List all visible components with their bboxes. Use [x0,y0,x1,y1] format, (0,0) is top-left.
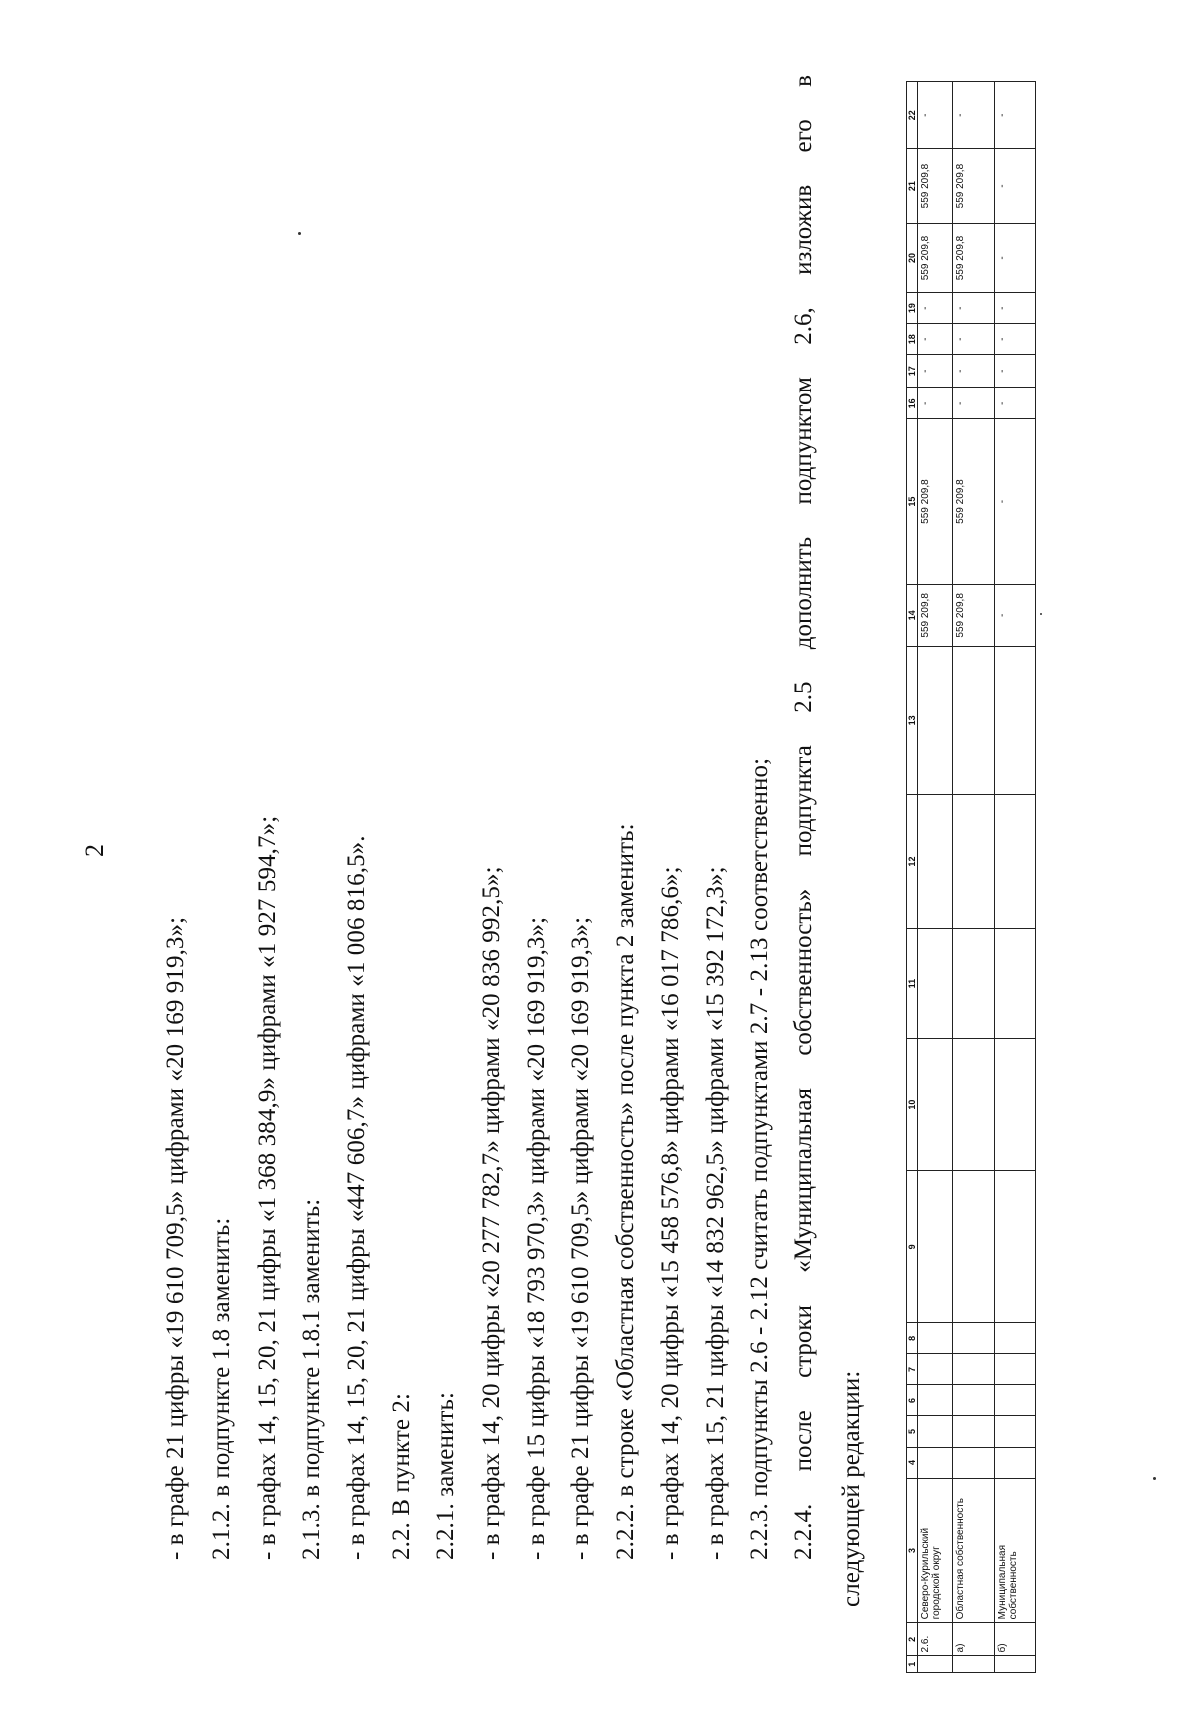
word: дополнить [790,536,817,650]
word: после [790,1410,817,1472]
table-cell [918,929,953,1039]
table-cell: - [995,223,1036,292]
text-line: - в графе 21 цифры «19 610 709,5» цифрами «20 169 919,3»; [567,916,594,1560]
table-cell [918,1447,953,1478]
table-cell: 559 209,8 [918,149,953,223]
column-number: 3 [907,1478,918,1623]
word: 2.2.4. [790,1503,817,1560]
table-cell [953,929,995,1039]
table-cell [918,1171,953,1323]
text-line: 2.1.3. в подпункте 1.8.1 заменить: [298,1198,325,1560]
table-cell [953,646,995,794]
table-cell [953,794,995,928]
table-cell [995,646,1036,794]
table-cell: - [995,584,1036,646]
word: его [790,119,817,153]
word: «Муниципальная [790,1088,817,1273]
column-number: 16 [907,388,918,419]
table-cell: б) [995,1623,1036,1656]
column-number: 10 [907,1038,918,1170]
text-line: 2.1.2. в подпункте 1.8 заменить: [208,1217,235,1560]
table-cell [995,1323,1036,1354]
table-cell: 559 209,8 [953,149,995,223]
column-number: 15 [907,419,918,585]
table-cell [995,794,1036,928]
word: 2.5 [790,681,817,713]
column-number: 2 [907,1623,918,1656]
table-cell [953,1323,995,1354]
table-cell: - [995,355,1036,388]
column-number: 18 [907,324,918,355]
table-cell: 2.6. [918,1623,953,1656]
column-number: 6 [907,1385,918,1416]
table-cell: Муниципальная собственность [995,1478,1036,1623]
table-cell [995,1385,1036,1416]
table-cell [953,1447,995,1478]
table-cell [918,646,953,794]
column-number: 14 [907,584,918,646]
table-cell [918,1416,953,1447]
text-line: 2.2.3. подпункты 2.6 - 2.12 считать подпунктами 2.7 - 2.13 соответственно; [746,757,773,1560]
table-cell: - [953,355,995,388]
table-cell [995,1038,1036,1170]
paragraph-2-2-4-line2: следующей редакции: [838,1370,865,1607]
text-line: - в графах 15, 21 цифры «14 832 962,5» цифрами «15 392 172,3»; [702,866,729,1560]
text-line: - в графах 14, 15, 20, 21 цифры «1 368 384,9» цифрами «1 927 594,7»; [254,815,281,1560]
text-line: 2.2.2. в строке «Областная собственность» после пункта 2 заменить: [612,823,639,1560]
table-cell: а) [953,1623,995,1656]
column-number: 8 [907,1323,918,1354]
table-cell: 559 209,8 [953,419,995,585]
table-cell: 559 209,8 [953,223,995,292]
table-cell: - [995,324,1036,355]
scan-speck [298,232,301,235]
table-cell: - [918,293,953,324]
page-number: 2 [80,844,109,857]
column-number: 20 [907,223,918,292]
column-number: 5 [907,1416,918,1447]
word: подпунктом [790,377,817,505]
word: изложив [790,184,817,275]
word: в [790,75,817,87]
column-number: 11 [907,929,918,1039]
column-number: 1 [907,1656,918,1673]
column-number: 7 [907,1354,918,1385]
table-cell: 559 209,8 [918,584,953,646]
table-cell: Областная собственность [953,1478,995,1623]
table-cell: - [918,324,953,355]
column-number: 4 [907,1447,918,1478]
table-cell [953,1354,995,1385]
table-cell: 559 209,8 [953,584,995,646]
word: 2.6, [790,307,817,345]
table-cell: 559 209,8 [918,419,953,585]
table-cell [995,1656,1036,1673]
text-line: - в графах 14, 20 цифры «20 277 782,7» цифрами «20 836 992,5»; [478,866,505,1560]
table-cell [918,1385,953,1416]
word: подпункта [790,745,817,857]
paragraph-2-2-4-line1 [790,75,818,1560]
table-cell [918,1354,953,1385]
word: собственность» [790,888,817,1056]
table-cell: - [953,293,995,324]
table-cell: - [995,293,1036,324]
text-line: - в графах 14, 15, 20, 21 цифры «447 606,7» цифрами «1 006 816,5». [343,835,370,1560]
table-cell [953,1656,995,1673]
text-line: 2.2. В пункте 2: [388,1392,415,1560]
table-cell [953,1385,995,1416]
scan-speck [1153,1477,1156,1480]
scan-speck [1040,613,1042,615]
table-cell [995,1416,1036,1447]
word: строки [790,1305,817,1378]
text-line: - в графе 15 цифры «18 793 970,3» цифрами «20 169 919,3»; [523,916,550,1560]
column-number: 17 [907,355,918,388]
table-cell [995,929,1036,1039]
column-number: 12 [907,794,918,928]
table-cell [918,794,953,928]
table-row [995,82,1036,1673]
column-number: 13 [907,646,918,794]
table-cell: - [918,355,953,388]
table-cell [918,1323,953,1354]
table-cell [995,1354,1036,1385]
table-cell: - [918,388,953,419]
column-number: 21 [907,149,918,223]
table-row [918,82,953,1673]
table-cell: - [953,82,995,149]
table-cell [995,1447,1036,1478]
table-cell [953,1416,995,1447]
table-cell [953,1171,995,1323]
amendment-table [906,81,1036,1673]
table-cell: - [918,82,953,149]
table-cell: - [995,82,1036,149]
column-number: 19 [907,293,918,324]
table-cell [995,1171,1036,1323]
table-cell: 559 209,8 [918,223,953,292]
text-line: - в графе 21 цифры «19 610 709,5» цифрами «20 169 919,3»; [162,916,189,1560]
table-cell: Северо-Курильский городской округ [918,1478,953,1623]
table-cell [918,1656,953,1673]
table-body [907,82,1036,1673]
table-cell: - [953,388,995,419]
text-line: 2.2.1. заменить: [432,1391,459,1560]
table-header-row [907,82,918,1673]
table-cell [953,1038,995,1170]
column-number: 9 [907,1171,918,1323]
column-number: 22 [907,82,918,149]
table-cell: - [995,419,1036,585]
table-cell: - [995,388,1036,419]
table-cell [918,1038,953,1170]
text-line: - в графах 14, 20 цифры «15 458 576,8» цифрами «16 017 786,6»; [657,866,684,1560]
table-row [953,82,995,1673]
table-cell: - [995,149,1036,223]
table-cell: - [953,324,995,355]
